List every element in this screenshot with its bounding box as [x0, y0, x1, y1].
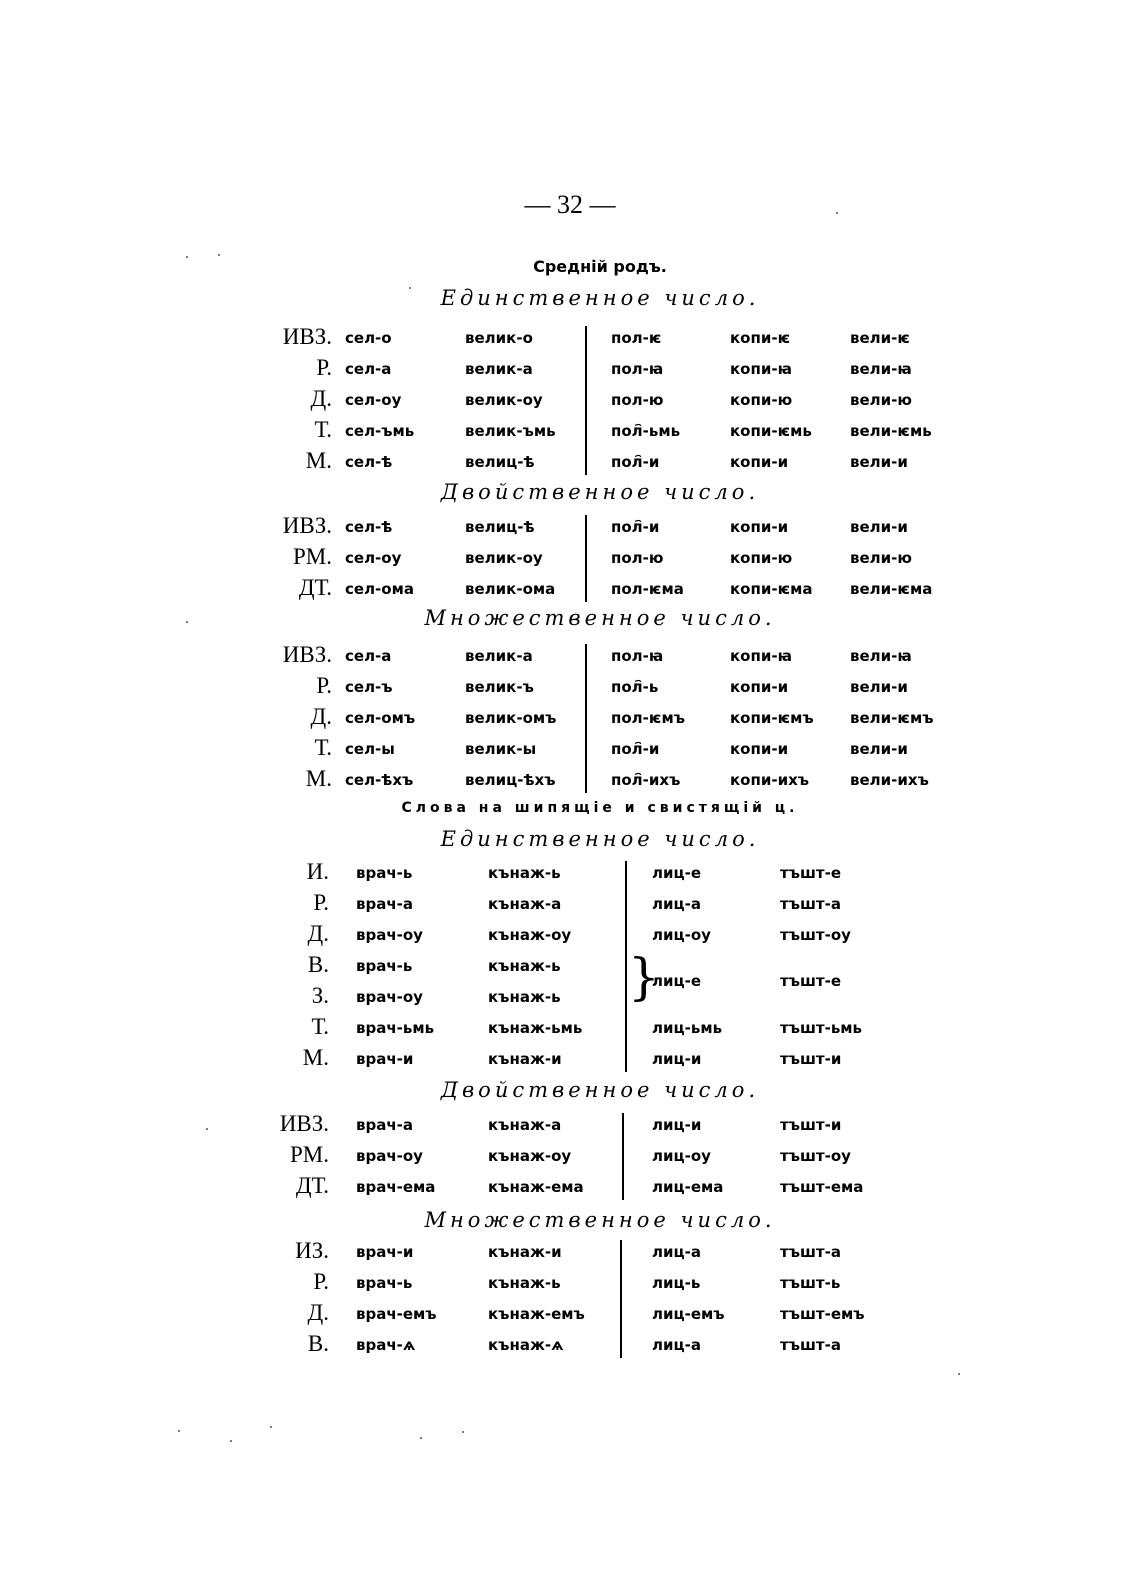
word-form: сел-а	[345, 647, 392, 665]
case-label: М.	[302, 1045, 329, 1070]
word-form: копи-и	[730, 678, 789, 696]
table-row	[0, 702, 1140, 732]
word-form: вели-ю	[850, 391, 912, 409]
table-row	[0, 764, 1140, 794]
word-form: сел-ѣхъ	[345, 771, 414, 789]
word-form: вели-ѥма	[850, 580, 933, 598]
word-form: кънаж-ь	[488, 1274, 561, 1292]
table-row	[0, 1329, 1140, 1359]
word-form: вели-ѥ	[850, 329, 910, 347]
table-row	[0, 1109, 1140, 1139]
word-form: вели-и	[850, 678, 908, 696]
page-number: — 32 —	[524, 190, 616, 219]
word-form: врач-емъ	[356, 1305, 437, 1323]
word-form: лиц-ема	[652, 1178, 724, 1196]
word-form: лиц-ь	[652, 1274, 701, 1292]
word-form: велиц-ѣхъ	[465, 771, 556, 789]
case-label: ДТ.	[295, 1173, 329, 1198]
speck	[836, 212, 838, 214]
speck	[186, 256, 188, 258]
table-row	[0, 415, 1140, 445]
word-form: велиц-ѣ	[465, 518, 535, 536]
braced-form-2: тъшт-е	[780, 972, 841, 990]
word-form: пол҄-и	[611, 518, 660, 536]
word-form: кънаж-а	[488, 895, 562, 913]
word-form: сел-а	[345, 360, 392, 378]
word-form: кънаж-оу	[488, 1147, 572, 1165]
word-form: кънаж-ьмь	[488, 1019, 583, 1037]
word-form: врач-ема	[356, 1178, 436, 1196]
column-divider	[585, 326, 587, 475]
word-form: пол-ѥма	[611, 580, 684, 598]
word-form: сел-ома	[345, 580, 414, 598]
word-form: сел-оу	[345, 391, 402, 409]
word-form: лиц-оу	[652, 926, 711, 944]
word-form: копи-и	[730, 740, 789, 758]
word-form: сел-ъ	[345, 678, 393, 696]
word-form: сел-о	[345, 329, 392, 347]
heading-sibilant-singular: Единственное число.	[440, 827, 760, 851]
case-label: И.	[306, 859, 329, 884]
speck	[420, 1437, 422, 1439]
word-form: велик-оу	[465, 549, 543, 567]
word-form: пол҄-ь	[611, 678, 659, 696]
case-label: Т.	[314, 735, 332, 760]
word-form: тъшт-ьмь	[780, 1019, 863, 1037]
word-form: тъшт-е	[780, 864, 841, 882]
table-row	[0, 919, 1140, 949]
case-label: ИВЗ.	[282, 324, 332, 349]
word-form: велиц-ѣ	[465, 453, 535, 471]
table-row	[0, 1012, 1140, 1042]
word-form: копи-и	[730, 453, 789, 471]
word-form: пол-ю	[611, 549, 664, 567]
table-row	[0, 1171, 1140, 1201]
word-form: велик-ома	[465, 580, 556, 598]
table-row	[0, 384, 1140, 414]
case-label: Д.	[310, 386, 332, 411]
word-form: вели-ѥмъ	[850, 709, 934, 727]
case-label: Т.	[314, 417, 332, 442]
word-form: врач-ѧ	[356, 1336, 416, 1354]
heading-sibilant-plural: Множественное число.	[424, 1208, 776, 1232]
word-form: велик-оу	[465, 391, 543, 409]
heading-sibilant-dual: Двойственное число.	[440, 1078, 760, 1102]
heading-neuter-plural: Множественное число.	[424, 606, 776, 630]
speck	[218, 254, 220, 256]
speck	[462, 1431, 464, 1433]
case-label: ИВЗ.	[282, 513, 332, 538]
speck	[270, 1426, 272, 1428]
table-row	[0, 1236, 1140, 1266]
table-row	[0, 671, 1140, 701]
word-form: копи-ꙗ	[730, 360, 792, 378]
word-form: лиц-а	[652, 1336, 701, 1354]
word-form: пол҄-и	[611, 740, 660, 758]
word-form: кънаж-а	[488, 1116, 562, 1134]
word-form: копи-ю	[730, 391, 793, 409]
case-label: Р.	[316, 673, 332, 698]
table-row	[0, 981, 1140, 1011]
word-form: велик-а	[465, 360, 533, 378]
table-row	[0, 446, 1140, 476]
word-form: врач-оу	[356, 988, 423, 1006]
word-form: копи-ихъ	[730, 771, 810, 789]
table-row	[0, 733, 1140, 763]
word-form: копи-ѥмь	[730, 422, 812, 440]
case-label: ИВЗ.	[282, 642, 332, 667]
word-form: копи-ю	[730, 549, 793, 567]
word-form: тъшт-емъ	[780, 1305, 865, 1323]
word-form: велик-о	[465, 329, 533, 347]
speck	[206, 1128, 208, 1130]
case-label: Д.	[310, 704, 332, 729]
word-form: лиц-е	[652, 864, 702, 882]
word-form: копи-ѥмъ	[730, 709, 814, 727]
word-form: сел-оу	[345, 549, 402, 567]
column-divider	[585, 515, 587, 602]
speck	[958, 1373, 960, 1375]
word-form: кънаж-оу	[488, 926, 572, 944]
word-form: пол҄-и	[611, 453, 660, 471]
word-form: сел-ъмь	[345, 422, 415, 440]
case-label: Р.	[313, 890, 329, 915]
word-form: кънаж-емъ	[488, 1305, 585, 1323]
word-form: сел-омъ	[345, 709, 416, 727]
table-row	[0, 888, 1140, 918]
column-divider	[620, 1240, 622, 1358]
case-label: РМ.	[290, 1142, 329, 1167]
word-form: лиц-и	[652, 1050, 702, 1068]
word-form: сел-ѣ	[345, 453, 393, 471]
word-form: кънаж-ь	[488, 957, 561, 975]
word-form: пол-ѥмъ	[611, 709, 686, 727]
table-row	[0, 511, 1140, 541]
speck	[409, 287, 411, 289]
word-form: врач-ь	[356, 864, 413, 882]
case-label: В.	[307, 1331, 329, 1356]
case-label: Т.	[311, 1014, 329, 1039]
word-form: врач-оу	[356, 1147, 423, 1165]
column-divider	[622, 1113, 624, 1200]
word-form: кънаж-и	[488, 1050, 562, 1068]
table-row	[0, 353, 1140, 383]
heading-neuter-singular: Единственное число.	[440, 286, 760, 310]
word-form: кънаж-ема	[488, 1178, 584, 1196]
word-form: лиц-оу	[652, 1147, 711, 1165]
word-form: велик-ы	[465, 740, 537, 758]
table-row	[0, 1140, 1140, 1170]
word-form: пол҄-ихъ	[611, 771, 681, 789]
word-form: копи-ѥма	[730, 580, 813, 598]
word-form: тъшт-ема	[780, 1178, 864, 1196]
case-label: Р.	[316, 355, 332, 380]
word-form: врач-ь	[356, 957, 413, 975]
case-label: Р.	[313, 1269, 329, 1294]
table-row	[0, 1267, 1140, 1297]
word-form: вели-ꙗ	[850, 647, 912, 665]
word-form: врач-оу	[356, 926, 423, 944]
word-form: вели-и	[850, 518, 908, 536]
word-form: кънаж-ь	[488, 864, 561, 882]
table-row	[0, 322, 1140, 352]
gender-heading: Средній родъ.	[533, 257, 667, 276]
word-form: пол-ꙗ	[611, 647, 664, 665]
word-form: врач-ь	[356, 1274, 413, 1292]
word-form: кънаж-ь	[488, 988, 561, 1006]
table-row	[0, 542, 1140, 572]
case-label: В.	[307, 952, 329, 977]
word-form: кънаж-ѧ	[488, 1336, 564, 1354]
word-form: пол҄-ьмь	[611, 422, 681, 440]
heading-neuter-dual: Двойственное число.	[440, 480, 760, 504]
word-form: копи-ѥ	[730, 329, 791, 347]
word-form: пол-ꙗ	[611, 360, 664, 378]
word-form: велик-омъ	[465, 709, 557, 727]
words-note: Слова на шипящіе и свистящій ц.	[401, 800, 799, 816]
case-label: ДТ.	[298, 575, 332, 600]
word-form: сел-ѣ	[345, 518, 393, 536]
word-form: врач-а	[356, 1116, 413, 1134]
word-form: сел-ы	[345, 740, 395, 758]
word-form: вели-ꙗ	[850, 360, 912, 378]
word-form: лиц-емъ	[652, 1305, 725, 1323]
word-form: врач-а	[356, 895, 413, 913]
word-form: тъшт-а	[780, 1243, 841, 1261]
brace-vz: }	[628, 948, 660, 1006]
speck	[186, 621, 188, 623]
word-form: лиц-а	[652, 895, 701, 913]
table-row	[0, 857, 1140, 887]
word-form: тъшт-оу	[780, 926, 851, 944]
word-form: тъшт-и	[780, 1050, 842, 1068]
speck	[230, 1440, 232, 1442]
word-form: лиц-и	[652, 1116, 702, 1134]
word-form: велик-ъмь	[465, 422, 556, 440]
case-label: М.	[305, 766, 332, 791]
word-form: тъшт-и	[780, 1116, 842, 1134]
word-form: лиц-ьмь	[652, 1019, 723, 1037]
word-form: вели-и	[850, 740, 908, 758]
column-divider	[625, 861, 627, 1072]
word-form: пол-ю	[611, 391, 664, 409]
word-form: велик-а	[465, 647, 533, 665]
word-form: врач-и	[356, 1050, 414, 1068]
word-form: пол-ѥ	[611, 329, 662, 347]
table-row	[0, 1043, 1140, 1073]
word-form: велик-ъ	[465, 678, 534, 696]
word-form: врач-и	[356, 1243, 414, 1261]
table-row	[0, 640, 1140, 670]
column-divider	[585, 644, 587, 793]
word-form: тъшт-а	[780, 895, 841, 913]
case-label: Д.	[307, 1300, 329, 1325]
word-form: кънаж-и	[488, 1243, 562, 1261]
case-label: РМ.	[293, 544, 332, 569]
word-form: копи-ꙗ	[730, 647, 792, 665]
word-form: лиц-а	[652, 1243, 701, 1261]
word-form: копи-и	[730, 518, 789, 536]
table-row	[0, 1298, 1140, 1328]
word-form: тъшт-оу	[780, 1147, 851, 1165]
word-form: вели-ю	[850, 549, 912, 567]
word-form: вели-ихъ	[850, 771, 929, 789]
word-form: вели-ѥмь	[850, 422, 932, 440]
case-label: ИВЗ.	[279, 1111, 329, 1136]
word-form: вели-и	[850, 453, 908, 471]
word-form: врач-ьмь	[356, 1019, 435, 1037]
word-form: тъшт-ь	[780, 1274, 841, 1292]
braced-form-1: лиц-е	[652, 972, 702, 990]
word-form: тъшт-а	[780, 1336, 841, 1354]
speck	[178, 1430, 180, 1432]
table-row	[0, 573, 1140, 603]
case-label: ИЗ.	[295, 1238, 329, 1263]
table-row	[0, 950, 1140, 980]
case-label: З.	[311, 983, 329, 1008]
case-label: Д.	[307, 921, 329, 946]
case-label: М.	[305, 448, 332, 473]
